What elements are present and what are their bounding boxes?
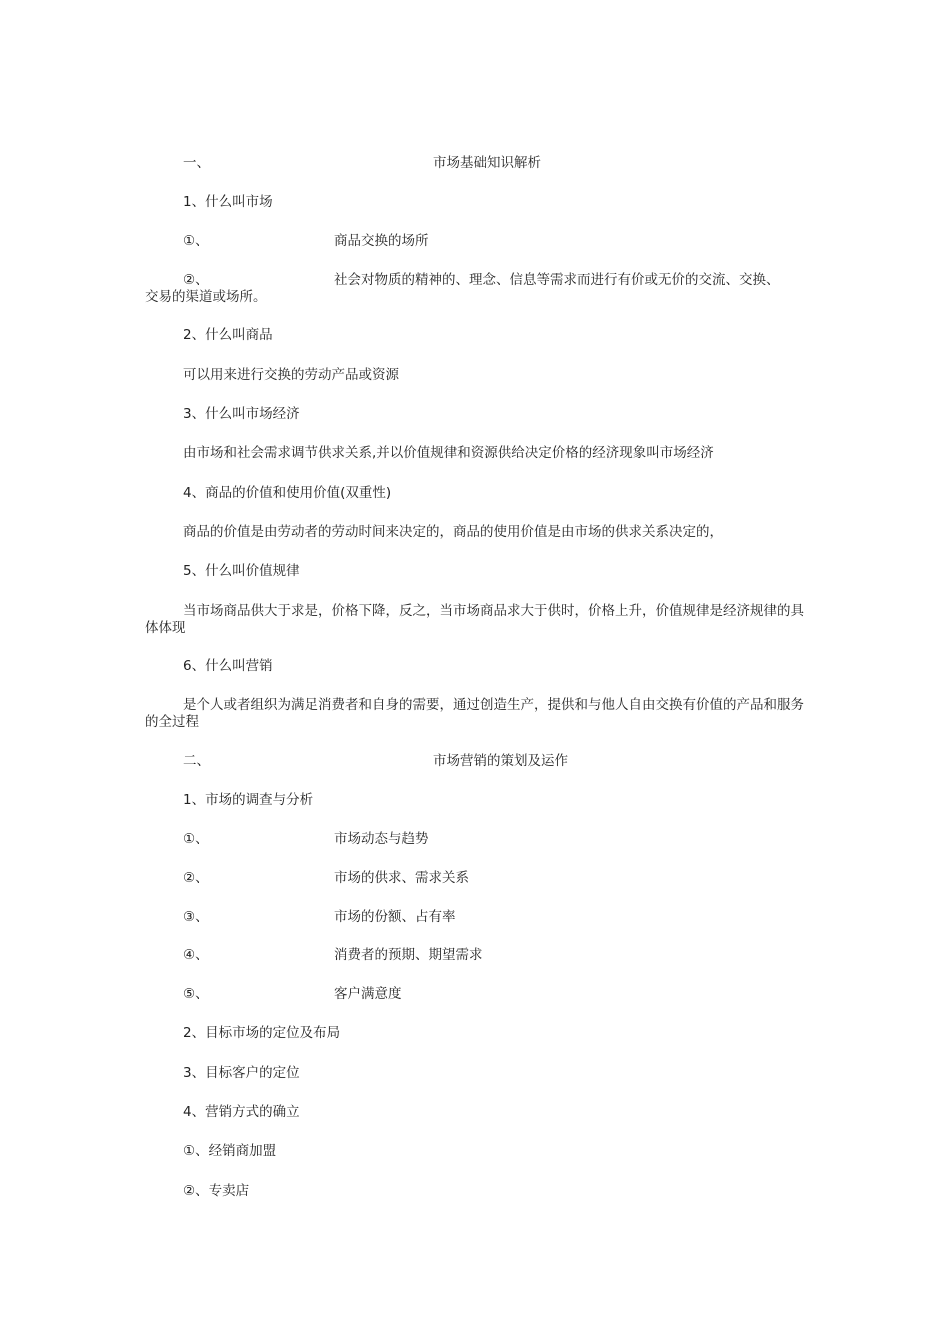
q5-answer: 当市场商品供大于求是，价格下降，反之，当市场商品求大于供时，价格上升，价值规律是经济规律的具体体现 [145, 603, 804, 636]
q4-answer: 商品的价值是由劳动者的劳动时间来决定的，商品的使用价值是由市场的供求关系决定的， [183, 524, 723, 540]
q1-item-2-text: 社会对物质的精神的、理念、信息等需求而进行有价或无价的交流、交换、 [334, 272, 780, 288]
p1-item-4-text: 消费者的预期、期望需求 [334, 947, 483, 963]
q5-heading: 5、什么叫价值规律 [183, 563, 300, 579]
p1-heading: 1、市场的调查与分析 [183, 792, 314, 808]
section-1-number: 一、 [183, 155, 210, 171]
p2-heading: 2、目标市场的定位及布局 [183, 1025, 341, 1041]
p1-item-4-mark: ④、 [183, 947, 209, 963]
section-2-title: 市场营销的策划及运作 [433, 753, 568, 769]
p4-heading: 4、营销方式的确立 [183, 1104, 300, 1120]
p4-item-1: ①、经销商加盟 [183, 1143, 277, 1159]
section-1-title: 市场基础知识解析 [433, 155, 541, 171]
q1-item-1-mark: ①、 [183, 233, 209, 249]
p4-item-2: ②、专卖店 [183, 1183, 250, 1199]
q2-heading: 2、什么叫商品 [183, 327, 273, 343]
section-2-number: 二、 [183, 753, 210, 769]
p1-item-1-text: 市场动态与趋势 [334, 831, 429, 847]
p1-item-3-mark: ③、 [183, 909, 209, 925]
p1-item-3-text: 市场的份额、占有率 [334, 909, 456, 925]
p3-heading: 3、目标客户的定位 [183, 1065, 300, 1081]
q6-heading: 6、什么叫营销 [183, 658, 273, 674]
q6-answer: 是个人或者组织为满足消费者和自身的需要，通过创造生产，提供和与他人自由交换有价值的产品和服务的全过程 [145, 697, 804, 730]
q3-heading: 3、什么叫市场经济 [183, 406, 300, 422]
p1-item-5-text: 客户满意度 [334, 986, 402, 1002]
q2-answer: 可以用来进行交换的劳动产品或资源 [183, 367, 399, 383]
p1-item-1-mark: ①、 [183, 831, 209, 847]
p1-item-2-text: 市场的供求、需求关系 [334, 870, 469, 886]
q1-item-2-continuation: 交易的渠道或场所。 [145, 289, 267, 305]
p1-item-5-mark: ⑤、 [183, 986, 209, 1002]
p1-item-2-mark: ②、 [183, 870, 209, 886]
q4-heading: 4、商品的价值和使用价值(双重性) [183, 485, 392, 501]
q1-heading: 1、什么叫市场 [183, 194, 273, 210]
q1-item-1-text: 商品交换的场所 [334, 233, 429, 249]
q3-answer: 由市场和社会需求调节供求关系,并以价值规律和资源供给决定价格的经济现象叫市场经济 [183, 445, 714, 461]
q1-item-2-mark: ②、 [183, 272, 209, 288]
